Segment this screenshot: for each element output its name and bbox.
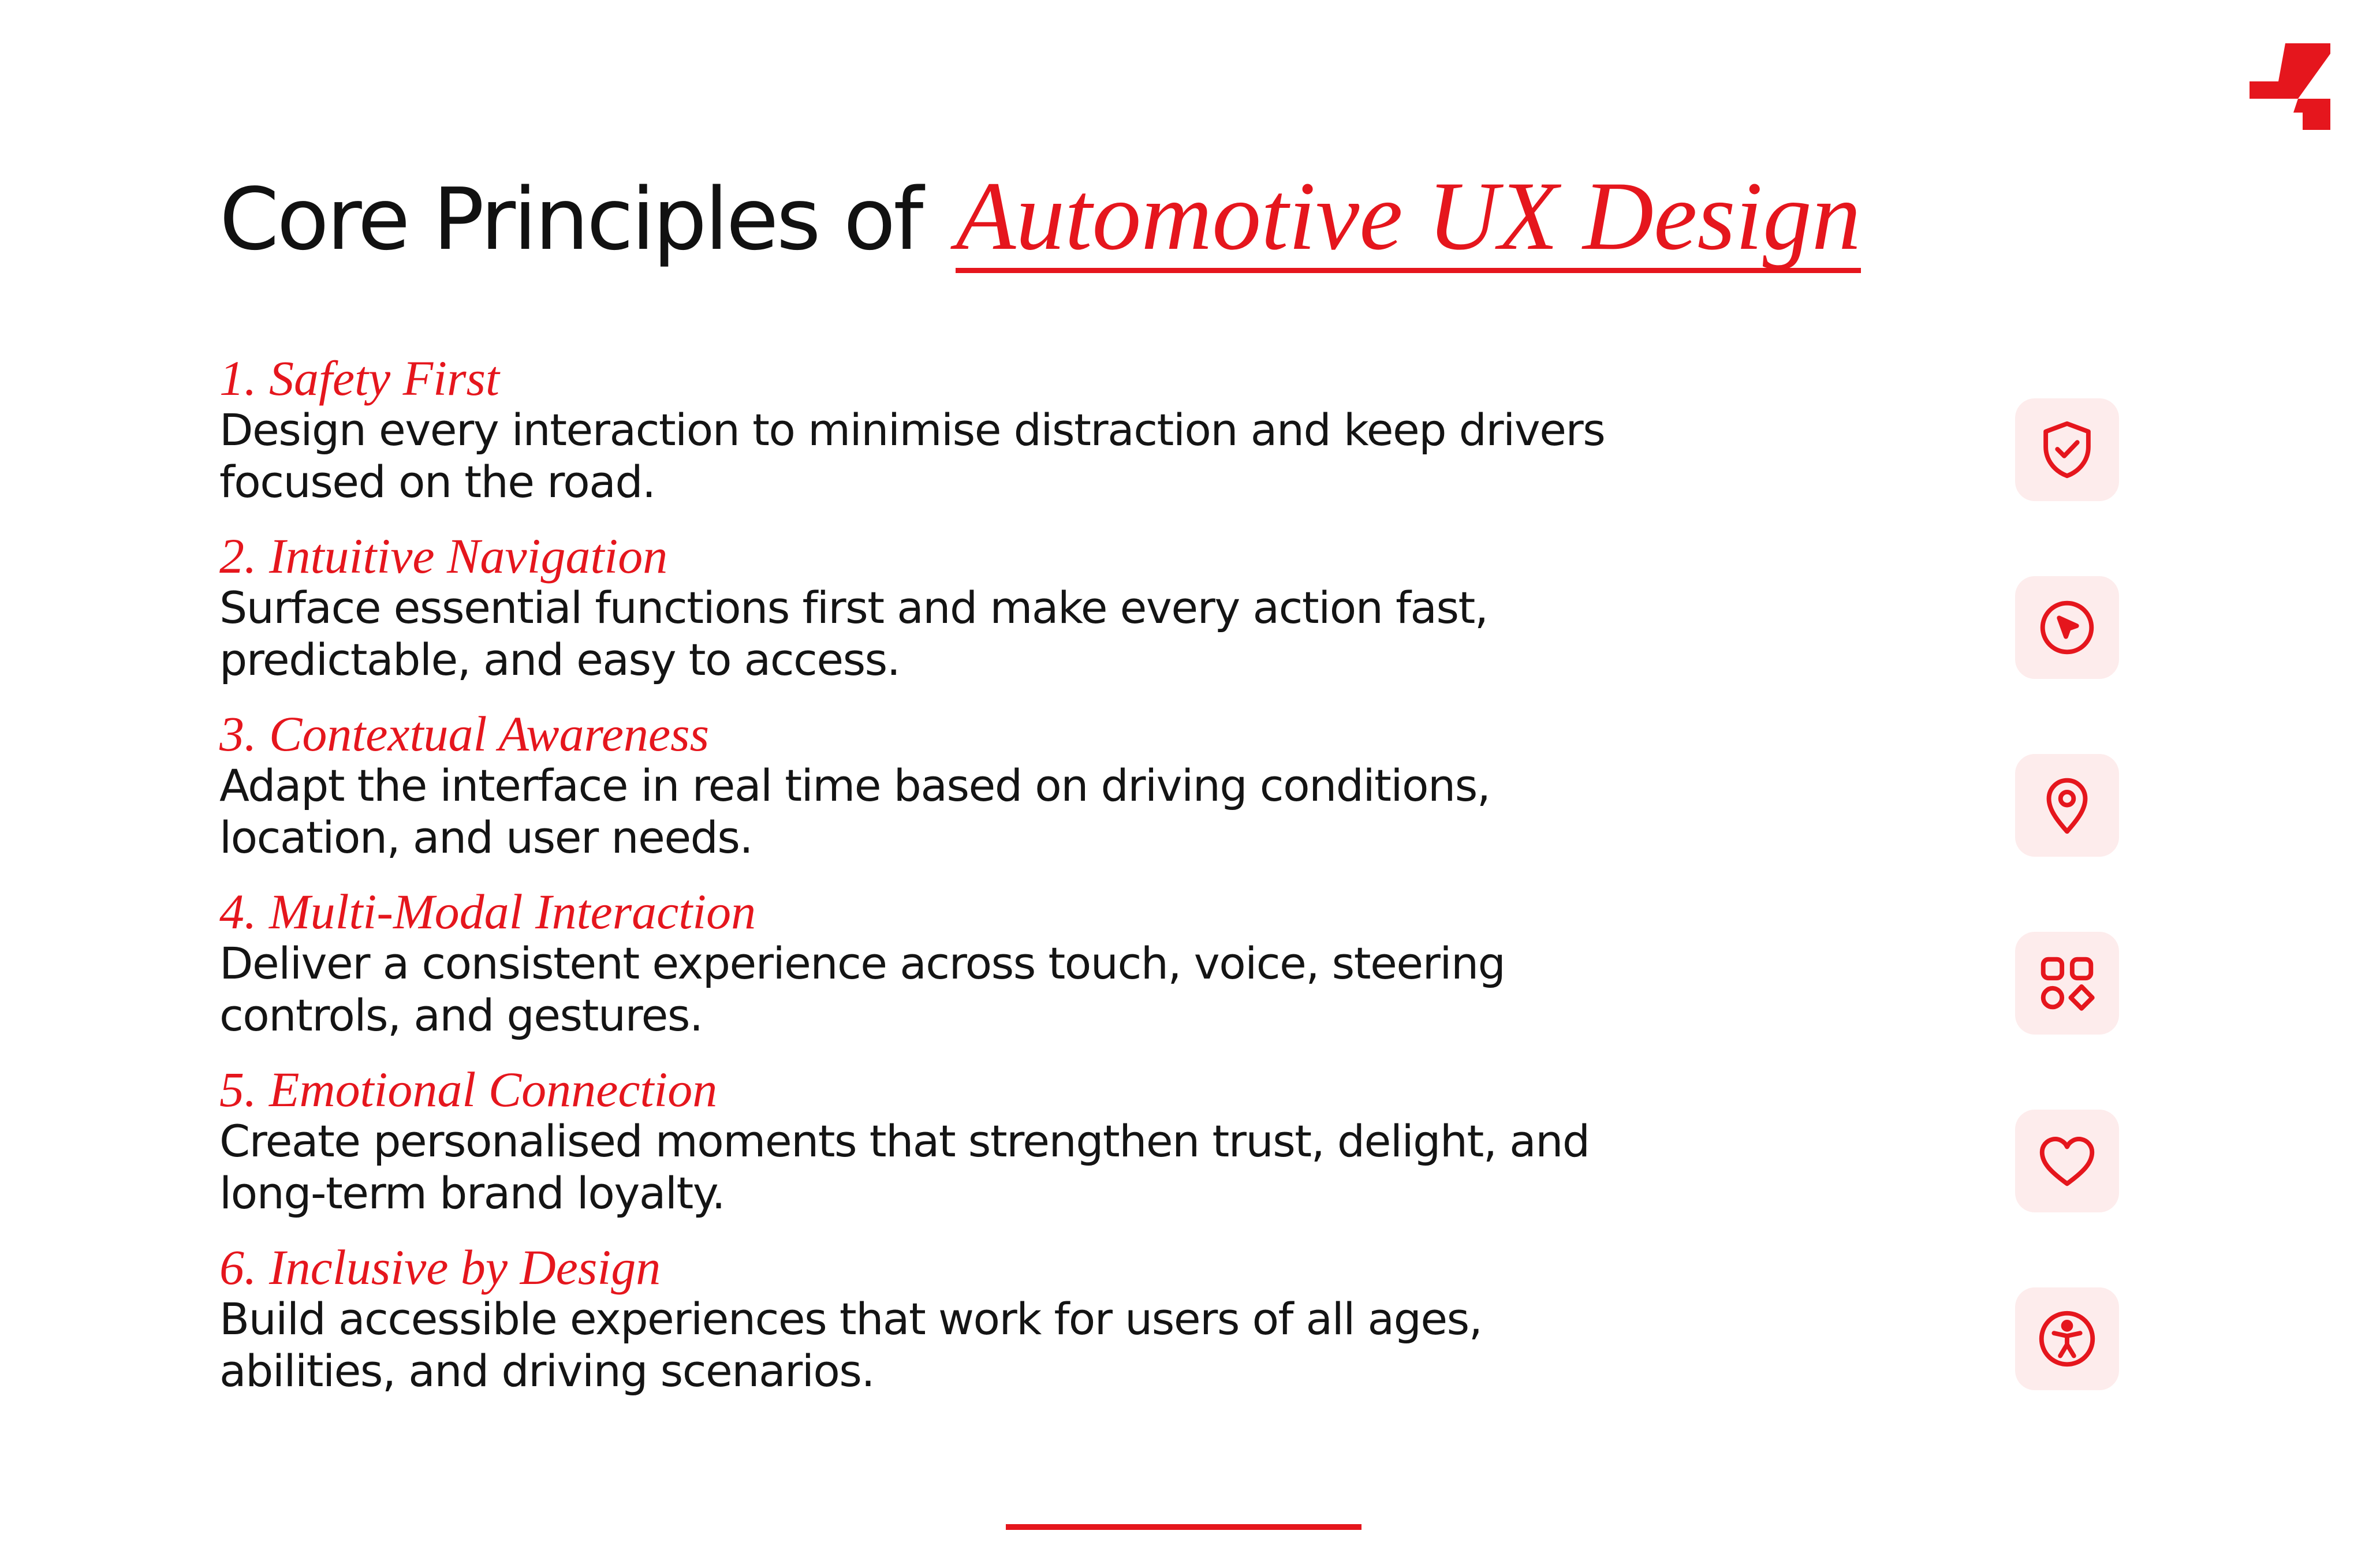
- page-title-plain: Core Principles of: [219, 170, 922, 269]
- principle-item-safety: [219, 352, 1634, 530]
- principle-item-multimodal: [219, 886, 1634, 1063]
- page-title: [219, 162, 1861, 280]
- principle-description: Adapt the interface in real time based on driving conditions, location, and user needs.: [219, 760, 1490, 863]
- principle-item-emotional: [219, 1063, 1634, 1241]
- principle-title: 2. Intuitive Navigation: [219, 528, 668, 584]
- principle-item-navigation: [219, 530, 1634, 708]
- icon-tile-multimodal: [2015, 932, 2119, 1035]
- principle-description: Build accessible experiences that work for users of all ages, abilities, and driving scenarios.: [219, 1293, 1482, 1397]
- principle-title: 5. Emotional Connection: [219, 1062, 718, 1117]
- icon-tile-emotional: [2015, 1110, 2119, 1212]
- principles-list: [219, 352, 1634, 1419]
- principle-description: Deliver a consistent experience across touch, voice, steering controls, and gestures.: [219, 938, 1505, 1041]
- heart-icon: [2033, 1127, 2101, 1195]
- icon-tile-navigation: [2015, 576, 2119, 679]
- principle-title: 4. Multi-Modal Interaction: [219, 884, 756, 939]
- principle-item-inclusive: [219, 1241, 1634, 1419]
- icon-tile-contextual: [2015, 754, 2119, 857]
- navigation-compass-icon: [2033, 593, 2101, 662]
- accessibility-icon: [2033, 1305, 2101, 1373]
- principle-title: 1. Safety First: [219, 350, 499, 406]
- principle-description: Surface essential functions first and make every action fast, predictable, and easy to access.: [219, 582, 1488, 685]
- brand-logo-mark: [2250, 43, 2330, 130]
- principle-item-contextual: [219, 708, 1634, 886]
- principle-title: 3. Contextual Awareness: [219, 706, 710, 761]
- principle-description: Design every interaction to minimise distraction and keep drivers focused on the road.: [219, 404, 1605, 507]
- icon-tile-safety: [2015, 398, 2119, 501]
- page-title-accent: Automotive UX Design: [956, 165, 1860, 273]
- shield-check-icon: [2033, 416, 2101, 484]
- map-pin-icon: [2033, 771, 2101, 839]
- principle-description: Create personalised moments that strengthen trust, delight, and long-term brand loyalty.: [219, 1115, 1590, 1219]
- bottom-accent-rule: [1006, 1524, 1361, 1530]
- principle-title: 6. Inclusive by Design: [219, 1240, 661, 1295]
- shapes-grid-icon: [2033, 949, 2101, 1017]
- icon-tile-inclusive: [2015, 1287, 2119, 1390]
